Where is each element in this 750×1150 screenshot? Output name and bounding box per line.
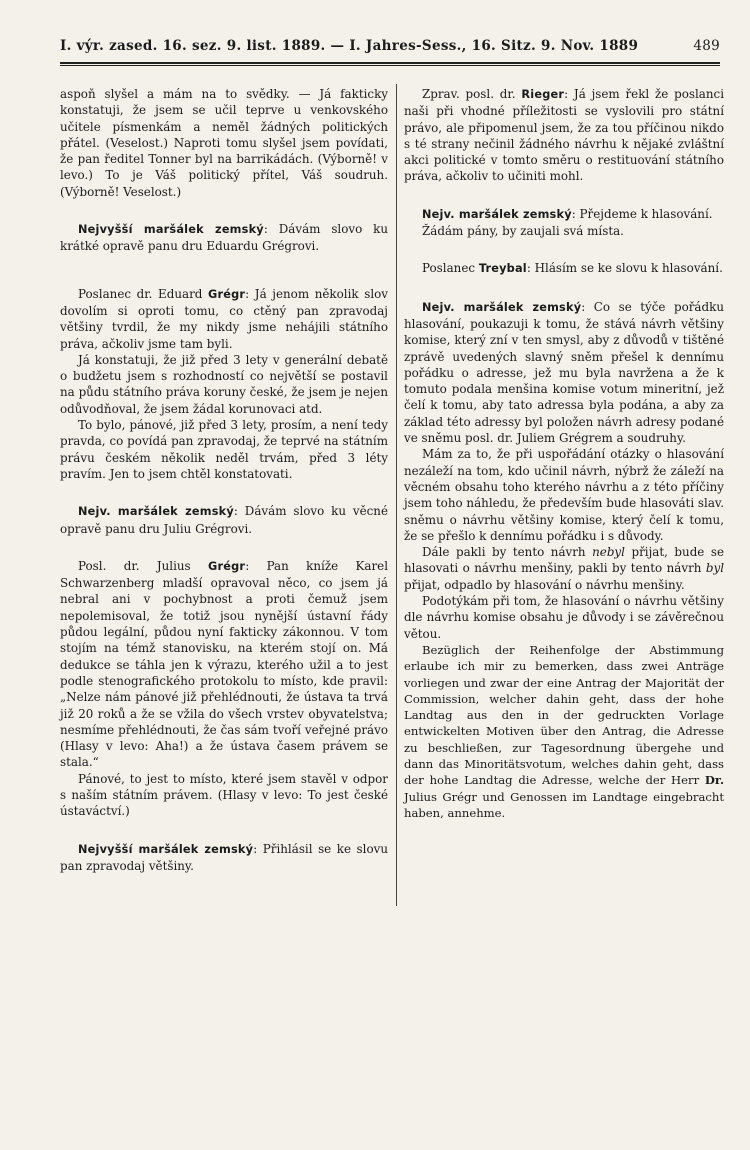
speaker-name: Treybal xyxy=(478,262,527,276)
speaker-name: Nejv. maršálek zemský xyxy=(422,207,572,221)
speech-text: : Já jsem řekl že poslanci naši při vhodné příležitosti se vyslovili pro státní právo, ale připomenul jsem, že za tou příčinou nikdo s té strany nečinil žádného návrhu k nějaké zvláštní akci politické v tomto směru o restituování státního práva, ačkoliv to učiniti mohl. xyxy=(404,87,724,184)
running-head: I. výr. zased. 16. sez. 9. list. 1889. — I. Jahres-Sess., 16. Sitz. 9. Nov. 1889 xyxy=(60,38,639,54)
column-divider xyxy=(396,84,397,906)
speech-paragraph xyxy=(60,841,388,875)
paragraph: Já konstatuji, že již před 3 lety v generální debatě o budžetu jsem s rozhodností co největší se postavil na půdu státního práva koruny české, že jsem je nejen odůvodňoval, že jsem žádal korunovaci atd. xyxy=(60,352,388,416)
german-paragraph xyxy=(404,642,724,821)
speech-text: : Dávám slovo ku věcné opravě panu dru Juliu Grégrovi. xyxy=(60,504,388,536)
text-run: Julius Grégr und Genossen im Landtage eingebracht haben, annehme. xyxy=(404,789,724,820)
speech-text: : Hlásím se ke slovu k hlasování. xyxy=(526,261,723,276)
page-header xyxy=(60,38,720,54)
text-run: přijat, odpadlo by hlasování o návrhu menšiny. xyxy=(404,577,685,592)
header-rule-thin xyxy=(60,65,720,66)
speech-text: : Dávám slovo ku krátké opravě panu dru Eduardu Grégrovi. xyxy=(60,222,388,254)
speech-text: : Pan kníže Karel Schwarzenberg mladší opravoval něco, co jsem já nebral ani v pochybnost a proti čemuž jsem nepolemisoval, že totiž jsou nynější ústavní řády půdou legální, půdou nyní fakticky zákonnou. V tom stojím na témž stanovisku, na kterém stojí on. Má dedukce se táhla jen k výrazu, kterého užil a to jest podle stenografického protokolu to místo, kde pravil: „Nelze nám pánové již přehlédnouti, že ústava ta trvá již 20 roků a že se vžila do všech vrstev obyvatelstva; nesmíme přehlédnouti, že čas sám tvoří veřejné právo (Hlasy v levo: Aha!) a že ústava časem právem se stala.“ xyxy=(60,558,388,770)
speech-paragraph xyxy=(60,503,388,537)
speech-paragraph xyxy=(60,558,388,771)
speech-paragraph xyxy=(404,206,724,223)
paragraph: aspoň slyšel a mám na to svědky. — Já fakticky konstatuji, že jsem se učil teprve u venkovského učitele písmenkám a neměl žádných politických přátel. (Veselost.) Naproti tomu slyšel jsem povídati, že pan ředitel Tonner byl na barrikádách. (Výborně! v levo.) To je Váš politický přítel, Váš soudruh. (Výborně! Veselost.) xyxy=(60,87,388,199)
speech-text: : Přihlásil se ke slovu pan zpravodaj většiny. xyxy=(60,841,388,873)
paragraph: Žádám pány, by zaujali svá místa. xyxy=(422,224,624,239)
speaker-prefix: Poslanec dr. Eduard xyxy=(78,286,208,301)
speaker-prefix: Poslanec xyxy=(422,261,479,276)
speech-text: : Já jenom několik slov dovolím si oproti tomu, co ctěný pan zpravodaj většiny tvrdil, že my nikdy jsme nehájili státního práva, ačkoliv jsme tam byli. xyxy=(60,286,388,351)
speaker-prefix: Zprav. posl. dr. xyxy=(422,87,522,101)
paragraph: Podotýkám při tom, že hlasování o návrhu většiny dle návrhu komise obsahu je důvody i se závěrečnou větou. xyxy=(404,594,724,641)
speaker-name: Grégr xyxy=(208,287,246,301)
speech-paragraph xyxy=(60,221,388,255)
paragraph: Pánové, to jest to místo, které jsem stavěl v odpor s naším státním právem. (Hlasy v levo: To jest české ústaváctví.) xyxy=(60,771,388,819)
speaker-name: Nejvyšší maršálek zemský xyxy=(78,842,254,856)
emphasis: byl xyxy=(705,561,724,576)
text-run: Dr. xyxy=(704,773,724,788)
speaker-name: Rieger xyxy=(521,88,565,101)
speaker-name: Nejv. maršálek zemský xyxy=(422,300,582,314)
right-column xyxy=(404,86,724,821)
text-run: přijat, bude se hlasovati o návrhu menšiny, pakli by tento návrh xyxy=(404,545,724,576)
speech-text: : Co se týče pořádku hlasování, poukazuji k tomu, že stává návrh většiny komise, který zní v ten smysl, aby z důvodů v tištěné zprávě uvedených slavný sněm přešel k dennímu pořádku o adresse, jež mu byla navržena a že k tomuto podala menšina komise votum mineritní, jež čelí k tomu, aby tato adressa byla podána, a aby za základ této adressy byl položen návrh adresy podané ve sněmu posl. dr. Juliem Grégrem a soudruhy. xyxy=(404,299,724,446)
speaker-prefix: Posl. dr. Julius xyxy=(78,558,209,573)
speech-text: : Přejdeme k hlasování. xyxy=(571,206,713,221)
speech-paragraph xyxy=(404,299,724,447)
page-number: 489 xyxy=(693,38,720,54)
left-column xyxy=(60,86,388,874)
text-run: Bezüglich der Reihenfolge der Abstimmung erlaube ich mir zu bemerken, dass zwei Anträge vorliegen und zwar der eine Antrag der Majorität der Commission, welcher dahin geht, dass der hohe Landtag aus den in der gedruckten Vorlage entwickelten Motiven über den Antrag, die Adresse zu beschließen, zur Tagesordnung übergehe und dann das Minoritätsvotum, welches dahin geht, dass der hohe Landtag die Adresse, welche der Herr xyxy=(404,642,724,788)
paragraph: To bylo, pánové, již před 3 lety, prosím, a není tedy pravda, co povídá pan zpravodaj, že teprvé na státním právu českém několik neděl trvám, před 3 léty pravím. Jen to jsem chtěl konstatovati. xyxy=(60,418,388,481)
paragraph xyxy=(404,544,724,593)
paragraph: Mám za to, že při uspořádání otázky o hlasování nezáleží na tom, kdo učinil návrh, nýbrž že záleží na věcném obsahu toho kterého návrhu a z této příčiny jsem toho náhledu, že především bude hlasováti slav. sněmu o návrhu většiny komise, který čelí k tomu, že se přešlo k dennímu pořádku i s důvody. xyxy=(404,447,724,543)
text-run: Dále pakli by tento návrh xyxy=(422,545,593,560)
speaker-name: Nejv. maršálek zemský xyxy=(78,505,234,519)
speaker-name: Grégr xyxy=(208,559,246,573)
emphasis: nebyl xyxy=(592,545,625,560)
speech-paragraph xyxy=(404,86,724,185)
speaker-name: Nejvyšší maršálek zemský xyxy=(78,223,264,237)
speech-paragraph xyxy=(60,286,388,352)
header-rule xyxy=(60,62,720,64)
speech-paragraph xyxy=(404,260,724,277)
